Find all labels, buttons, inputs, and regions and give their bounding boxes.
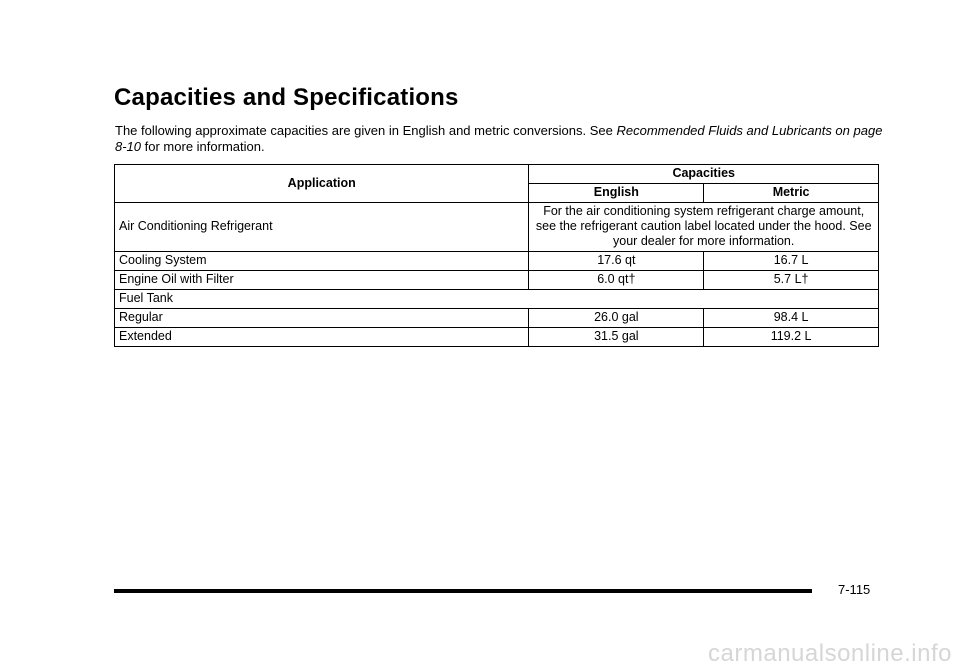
table-row [115,328,879,347]
metric-value: 5.7 L† [704,271,879,290]
header-metric: Metric [704,184,879,203]
footer-rule [114,589,812,593]
intro-text: The following approximate capacities are given in English and metric conversions. See [115,123,617,138]
header-english: English [529,184,704,203]
table-row [115,203,879,252]
metric-value: 98.4 L [704,309,879,328]
header-application: Application [115,165,529,203]
english-value: 6.0 qt† [529,271,704,290]
header-capacities: Capacities [529,165,879,184]
cross-reference-link[interactable]: Recommended Fluids and Lubricants on page 8-10 [115,123,883,154]
capacities-table [114,164,879,347]
row-label: Fuel Tank [115,290,879,309]
row-label: Engine Oil with Filter [115,271,529,290]
table-row [115,290,879,309]
table-row [115,271,879,290]
metric-value: 16.7 L [704,252,879,271]
row-label: Cooling System [115,252,529,271]
row-label: Extended [115,328,529,347]
english-value: 17.6 qt [529,252,704,271]
intro-paragraph [115,123,885,155]
page-number: 7-115 [838,582,871,597]
table-row [115,309,879,328]
refrigerant-note: For the air conditioning system refrigerant charge amount, see the refrigerant caution label located under the hood. See your dealer for more information. [529,203,879,252]
english-value: 31.5 gal [529,328,704,347]
row-label: Air Conditioning Refrigerant [115,203,529,252]
page-title: Capacities and Specifications [114,84,459,111]
table-row [115,252,879,271]
metric-value: 119.2 L [704,328,879,347]
english-value: 26.0 gal [529,309,704,328]
watermark: carmanualsonline.info [708,640,952,667]
table-header-row [115,165,879,184]
intro-text-end: for more information. [141,139,265,154]
row-label: Regular [115,309,529,328]
